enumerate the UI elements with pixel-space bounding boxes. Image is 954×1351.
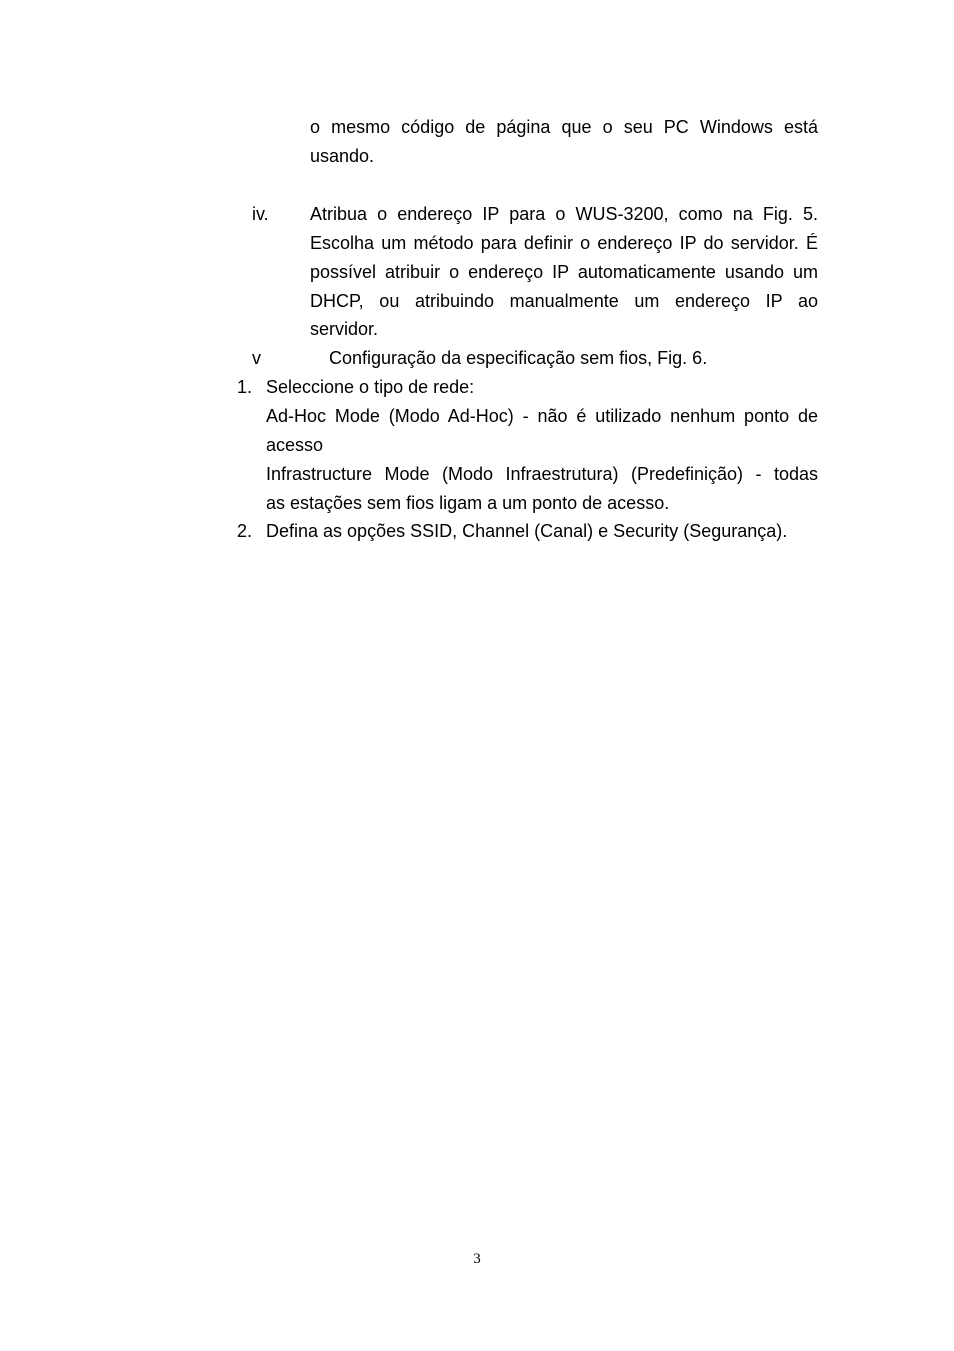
- step-2-text: Defina as opções SSID, Channel (Canal) e Security (Segurança).: [266, 521, 788, 541]
- step-1-infra-line-2: as estações sem fios ligam a um ponto de acesso.: [266, 493, 670, 513]
- item-iv-line-4: DHCP, ou atribuindo manualmente um endereço IP ao: [310, 291, 818, 311]
- item-iv-line-1: Atribua o endereço IP para o WUS-3200, como na Fig. 5.: [310, 204, 818, 224]
- item-v-marker: v: [252, 348, 261, 368]
- step-1-number: 1.: [237, 377, 253, 397]
- item-iv-marker: iv.: [252, 204, 269, 224]
- step-1-text: Seleccione o tipo de rede:: [266, 377, 475, 397]
- item-iv-line-3: possível atribuir o endereço IP automaticamente usando um: [310, 262, 818, 282]
- step-2-number: 2.: [237, 521, 253, 541]
- item-iv-line-2: Escolha um método para definir o endereço IP do servidor. É: [310, 233, 818, 253]
- step-1-adhoc-line-2: acesso: [266, 435, 324, 455]
- continuation-line-1: o mesmo código de página que o seu PC Windows está: [310, 117, 818, 137]
- step-1-adhoc-line-1: Ad-Hoc Mode (Modo Ad-Hoc) - não é utilizado nenhum ponto de: [266, 406, 818, 426]
- item-v-text: Configuração da especificação sem fios, Fig. 6.: [329, 348, 708, 368]
- continuation-line-2: usando.: [310, 146, 375, 166]
- item-iv-line-5: servidor.: [310, 319, 379, 339]
- step-1-infra-line-1: Infrastructure Mode (Modo Infraestrutura) (Predefinição) - todas: [266, 464, 818, 484]
- page-number: 3: [473, 1251, 481, 1267]
